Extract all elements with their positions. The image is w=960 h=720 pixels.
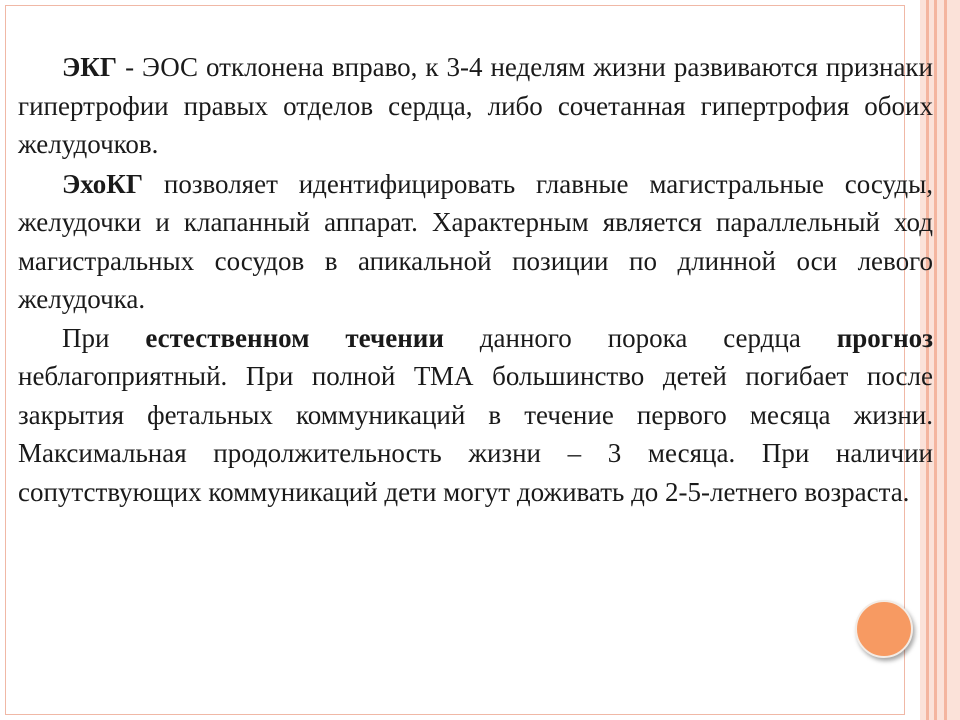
term-ecg: ЭКГ [62,52,118,82]
prognosis-text-2: данного порока сердца [443,322,837,353]
decorative-orange-circle [855,600,913,658]
paragraph-echo [18,165,933,319]
slide-body [18,48,933,511]
term-prognosis: прогноз [836,322,933,353]
term-echo: ЭхоКГ [62,168,144,199]
prognosis-text-3: неблагоприятный. При полной ТМА большинство детей погибает после закрытия фетальных коммуникаций в течение первого месяца жизни. Максимальная продолжительность жизни – 3 месяца. При наличии сопутствующих коммуникаций дети могут доживать до 2-5-летнего возраста. [18,361,933,507]
paragraph-prognosis [18,319,933,512]
prognosis-text-1: При [62,322,146,353]
term-natural-course: естественном течении [145,322,444,353]
decorative-stripe [944,0,947,720]
decorative-stripe [934,0,937,720]
echo-text: позволяет идентифицировать главные магистральные сосуды, желудочки и клапанный аппарат. Характерным является параллельный ход магистральных сосудов в апикальной позиции по длинной оси левого желудочка. [18,168,933,314]
paragraph-ecg [18,48,933,164]
ecg-text: - ЭОС отклонена вправо, к 3-4 неделям жизни развиваются признаки гипертрофии правых отделов сердца, либо сочетанная гипертрофия обоих желудочков. [18,52,933,159]
